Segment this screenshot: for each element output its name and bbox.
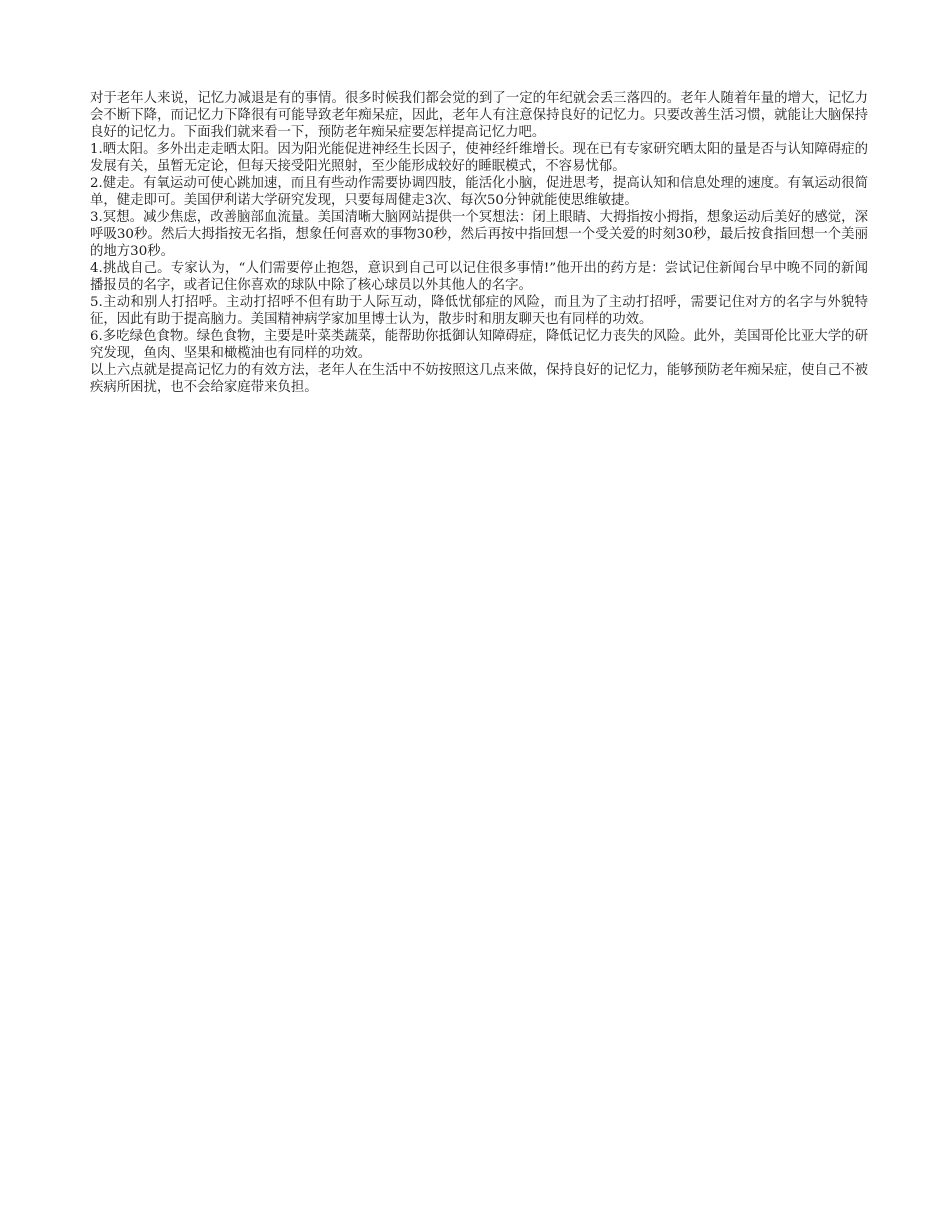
conclusion-paragraph: 以上六点就是提高记忆力的有效方法，老年人在生活中不妨按照这几点来做，保持良好的记忆力，能够预防老年痴呆症，使自己不被疾病所困扰，也不会给家庭带来负担。 bbox=[90, 363, 868, 395]
intro-paragraph: 对于老年人来说，记忆力减退是有的事情。很多时候我们都会觉的到了一定的年纪就会丢三落四的。老年人随着年量的增大，记忆力会不断下降，而记忆力下降很有可能导致老年痴呆症，因此，老年人有注意保持良好的记忆力。只要改善生活习惯，就能让大脑保持良好的记忆力。下面我们就来看一下，预防老年痴呆症要怎样提高记忆力吧。 bbox=[90, 91, 868, 140]
tip-3-paragraph: 3.冥想。减少焦虑，改善脑部血流量。美国清晰大脑网站提供一个冥想法：闭上眼睛、大拇指按小拇指，想象运动后美好的感觉，深呼吸30秒。然后大拇指按无名指，想象任何喜欢的事物30秒，然后再按中指回想一个受关爱的时刻30秒，最后按食指回想一个美丽的地方30秒。 bbox=[90, 210, 868, 259]
tip-1-paragraph: 1.晒太阳。多外出走走晒太阳。因为阳光能促进神经生长因子，使神经纤维增长。现在已有专家研究晒太阳的量是否与认知障碍症的发展有关，虽暂无定论，但每天接受阳光照射，至少能形成较好的睡眠模式，不容易忧郁。 bbox=[90, 142, 868, 174]
document-body bbox=[90, 90, 868, 396]
tip-2-paragraph: 2.健走。有氧运动可使心跳加速，而且有些动作需要协调四肢，能活化小脑，促进思考，提高认知和信息处理的速度。有氧运动很简单，健走即可。美国伊利诺大学研究发现，只要每周健走3次、每次50分钟就能使思维敏捷。 bbox=[90, 176, 868, 208]
tip-4-paragraph: 4.挑战自己。专家认为，“人们需要停止抱怨，意识到自己可以记住很多事情!”他开出的药方是：尝试记住新闻台早中晚不同的新闻播报员的名字，或者记住你喜欢的球队中除了核心球员以外其他人的名字。 bbox=[90, 261, 868, 293]
tip-5-paragraph: 5.主动和别人打招呼。主动打招呼不但有助于人际互动，降低忧郁症的风险，而且为了主动打招呼，需要记住对方的名字与外貌特征，因此有助于提高脑力。美国精神病学家加里博士认为，散步时和朋友聊天也有同样的功效。 bbox=[90, 295, 868, 327]
tip-6-paragraph: 6.多吃绿色食物。绿色食物，主要是叶菜类蔬菜，能帮助你抵御认知障碍症，降低记忆力丧失的风险。此外，美国哥伦比亚大学的研究发现，鱼肉、坚果和橄榄油也有同样的功效。 bbox=[90, 329, 868, 361]
